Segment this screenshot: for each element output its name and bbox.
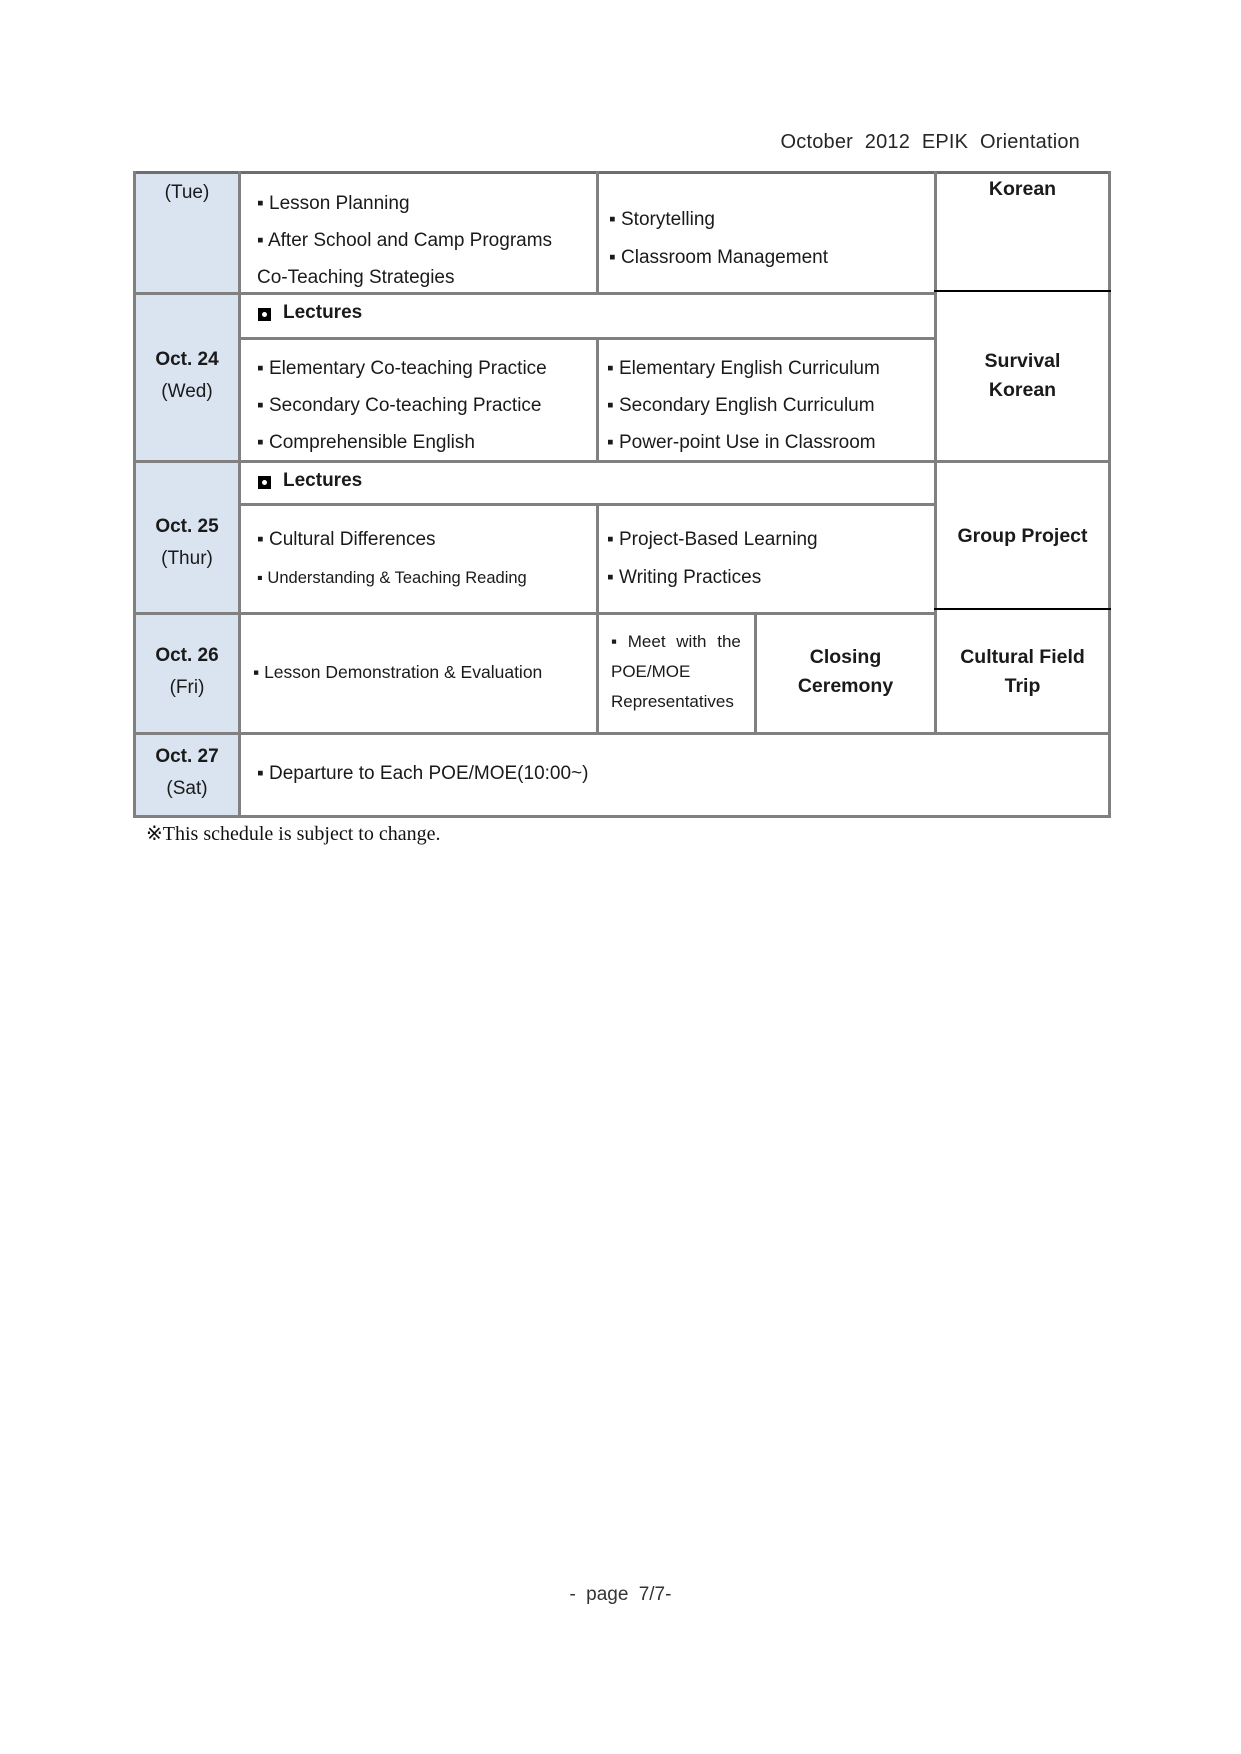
evening-cell-korean: Korean — [988, 178, 1057, 200]
grid-line — [133, 292, 934, 295]
lecture-cell-oct24-right — [607, 350, 931, 461]
grid-line — [238, 503, 937, 506]
session-item: ▪ Storytelling — [609, 209, 716, 230]
grid-line — [133, 732, 1111, 735]
date-cell-oct25 — [136, 511, 238, 575]
date-label: Oct. 25 — [155, 516, 219, 537]
grid-line-thin — [934, 608, 1111, 610]
grid-line — [238, 171, 241, 815]
lecture-item: ▪ Elementary Co-teaching Practice — [257, 358, 547, 379]
weekday-label: (Fri) — [169, 677, 205, 698]
activity-line: POE/MOE — [611, 662, 691, 681]
grid-line — [596, 339, 599, 460]
activity-line: ▪ Meet with the — [611, 632, 741, 651]
grid-line — [934, 171, 937, 732]
lecture-item: ▪ Elementary English Curriculum — [607, 358, 880, 379]
session-cell-tue-morning — [257, 185, 593, 296]
date-cell-tue — [136, 177, 238, 209]
grid-line — [133, 612, 934, 615]
table-border-top — [133, 171, 1111, 174]
section-header-lectures: Lectures — [283, 470, 363, 491]
grid-line — [238, 337, 937, 340]
page-title: October 2012 EPIK Orientation — [780, 131, 1080, 153]
table-border-right — [1108, 171, 1111, 818]
date-label: Oct. 27 — [155, 746, 219, 767]
section-header-lectures: Lectures — [283, 302, 363, 323]
lecture-cell-oct25-right — [607, 521, 931, 597]
grid-line-thin — [934, 290, 1111, 292]
date-cell-oct27 — [136, 741, 238, 805]
schedule-change-note: ※This schedule is subject to change. — [146, 823, 441, 845]
evening-cell-cultural-field-trip: Cultural Field Trip — [960, 646, 1085, 697]
date-column-background — [133, 171, 238, 818]
lecture-item: ▪ Understanding & Teaching Reading — [257, 569, 527, 587]
evening-cell-survival-korean: Survival Korean — [984, 350, 1061, 401]
grid-line — [754, 612, 757, 732]
activity-cell-departure: ▪ Departure to Each POE/MOE(10:00~) — [257, 762, 589, 784]
lectures-bullet-icon — [258, 308, 271, 321]
date-label: Oct. 24 — [155, 349, 219, 370]
schedule-table — [133, 171, 1111, 818]
lecture-item: ▪ Power-point Use in Classroom — [607, 432, 876, 453]
session-item: ▪ After School and Camp Programs — [257, 230, 553, 251]
lecture-cell-oct25-left — [257, 521, 593, 597]
session-cell-tue-afternoon — [609, 201, 931, 277]
weekday-label: (Sat) — [166, 778, 208, 799]
activity-cell-meet-poe-moe — [611, 612, 747, 732]
lecture-item: ▪ Project-Based Learning — [607, 529, 818, 550]
session-item: ▪ Lesson Planning — [257, 193, 410, 214]
weekday-label: (Wed) — [161, 381, 213, 402]
session-item: Co-Teaching Strategies — [257, 267, 455, 288]
grid-line — [596, 505, 599, 732]
table-border-left — [133, 171, 136, 818]
weekday-label: (Thur) — [161, 548, 213, 569]
date-label: Oct. 26 — [155, 645, 219, 666]
lecture-item: ▪ Cultural Differences — [257, 529, 436, 550]
lecture-item: ▪ Writing Practices — [607, 567, 762, 588]
grid-line — [596, 171, 599, 292]
activity-cell-closing-ceremony: Closing Ceremony — [797, 646, 894, 697]
evening-cell-group-project: Group Project — [957, 524, 1088, 547]
activity-cell-lesson-demo: ▪ Lesson Demonstration & Evaluation — [253, 661, 543, 682]
lectures-bullet-icon — [258, 476, 271, 489]
lecture-cell-oct24-left — [257, 350, 593, 461]
grid-line — [133, 460, 1111, 463]
lecture-item: ▪ Secondary Co-teaching Practice — [257, 395, 542, 416]
page-number: - page 7/7- — [569, 1584, 672, 1605]
lecture-item: ▪ Comprehensible English — [257, 432, 475, 453]
session-item: ▪ Classroom Management — [609, 247, 828, 268]
date-label: (Tue) — [164, 182, 210, 203]
date-cell-oct24 — [136, 344, 238, 408]
date-cell-oct26 — [136, 640, 238, 704]
lecture-item: ▪ Secondary English Curriculum — [607, 395, 875, 416]
table-border-bottom — [133, 815, 1111, 818]
activity-line: Representatives — [611, 692, 734, 711]
